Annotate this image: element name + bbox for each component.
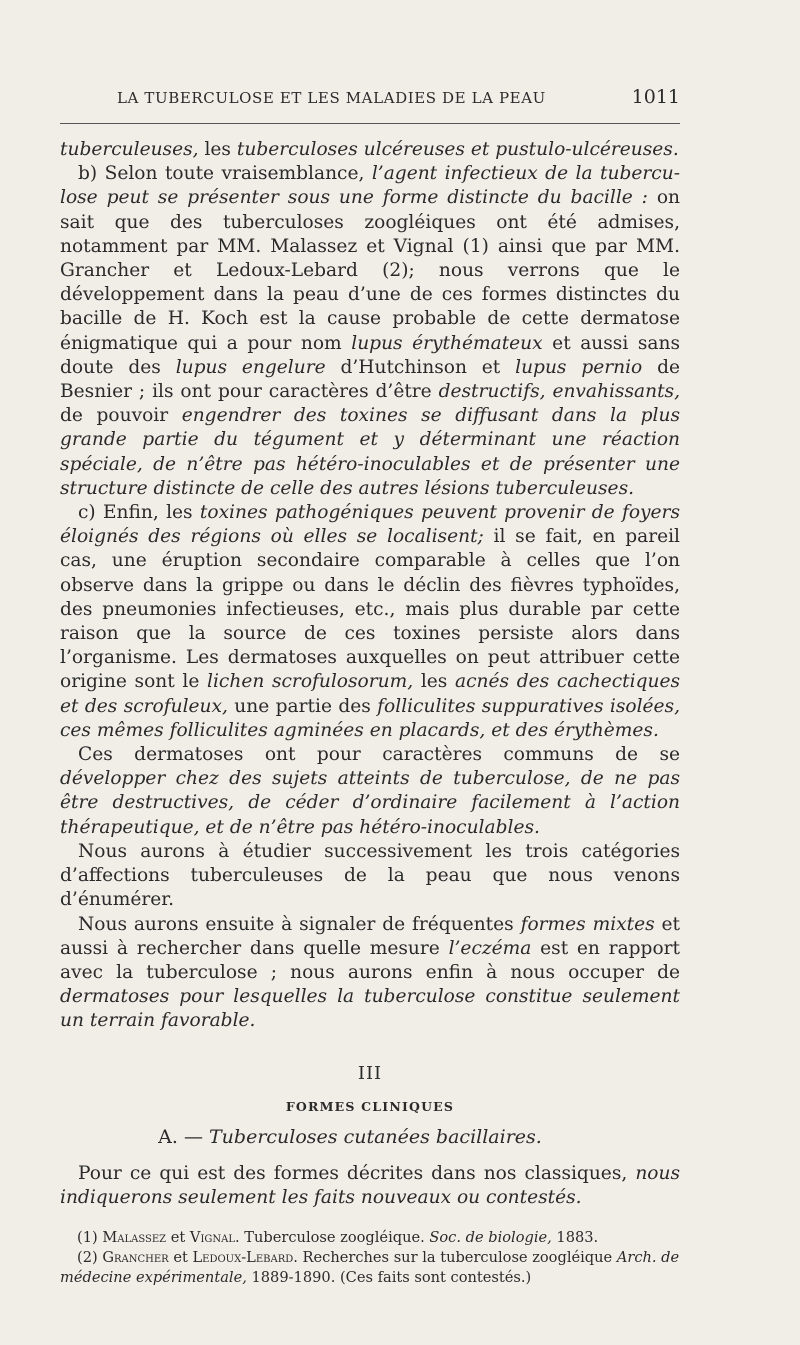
text: on sait que des tuberculoses zoogléiques ont été admises, notamment par MM. Malassez et Vignal (1) ainsi que par MM. Grancher et Ledoux-Lebard (2); nous verrons que le développement dans la peau d’une de ces formes distinctes du bacille de H. Koch est la cause probable de cette dermatose énigmatique qui a pour nom [60,187,680,354]
text-italic: dermatoses pour lesquelles la tuberculose constitue seulement un terrain favorable. [60,986,680,1032]
text: (1) [77,1228,103,1246]
text: . Tuberculose zoogléique. [235,1228,430,1246]
text-italic: Arch. de médecine expérimentale, [60,1248,680,1286]
text-italic: toxines pathogéniques peuvent provenir de foyers éloignés des régions où elles se localisent; [60,502,680,548]
header-rule [60,123,680,124]
text-italic: engendrer des toxines se diffusant dans la plus grande partie du tégument et y déterminant une réaction spéciale, de n’être pas hétéro-inoculables et de présenter une structure distincte de celle des autres lésions tuberculeuses. [60,405,680,499]
text: et aussi sans doute des [60,332,680,378]
text-italic: tuberculeuses, [60,139,199,160]
paragraph-3 [60,501,680,743]
text-italic: folliculites suppuratives isolées, ces mêmes folliculites agminées en placards, et des érythèmes. [60,695,680,741]
text-italic: lupus érythémateux [351,332,543,354]
author: Malassez [102,1228,167,1246]
text: les [413,671,456,693]
paragraph-2 [60,162,680,501]
author: Ledoux-Lebard [192,1248,294,1266]
section-number: III [357,1062,383,1084]
text: les [198,139,237,160]
footnotes [60,1228,680,1288]
text: 1889-1890. (Ces faits sont contestés.) [246,1268,532,1286]
subsection-heading [60,1126,680,1148]
text: d’Hutchinson et [325,356,516,378]
subsection-title: Tuberculoses cutanées bacillaires. [209,1125,542,1148]
text: il se fait, en pareil cas, une éruption secondaire comparable à celles que l’on observe dans la grippe ou dans le déclin des fièvres typhoïdes, des pneumonies infectieuses, etc., mais plus durable par cette raison que la source de ces toxines persiste alors dans l’organisme. Les dermatoses auxquelles on peut attribuer cette origine sont le [60,526,681,693]
text: et aussi à rechercher dans quelle mesure [60,913,680,959]
text-italic: destructifs, envahissants, [438,381,681,403]
paragraph-1 [60,138,680,162]
footnote-1 [60,1228,680,1248]
paragraph-7 [60,1162,680,1210]
text: et [166,1228,190,1246]
text-italic: développer chez des sujets atteints de tuberculose, de ne pas être destructives, de céder d’ordinaire facilement à l’action thérapeutique, et de n’être pas hétéro-inoculables. [60,768,680,838]
text: (2) [77,1248,103,1266]
running-title: LA TUBERCULOSE ET LES MALADIES DE LA PEAU [117,89,546,107]
text: 1883. [551,1228,599,1246]
text-italic: Soc. de biologie, [429,1228,552,1246]
page-number: 1011 [631,86,680,108]
text-italic: tuberculoses ulcéreuses et pustulo-ulcéreuses. [236,139,679,160]
text: de Besnier ; ils ont pour caractères d’être [60,356,680,403]
text: Nous aurons à étudier successivement les trois catégories d’affections tuberculeuses de la peau que nous venons d’énumérer. [60,840,680,911]
subsection-prefix: A. — [158,1125,209,1148]
author: Vignal [189,1228,235,1246]
section-title: FORMES CLINIQUES [285,1098,455,1114]
text-italic: lupus pernio [515,356,643,378]
paragraph-6 [60,913,680,1034]
text-italic: nous indiquerons seulement les faits nouveaux ou contestés. [60,1162,680,1208]
text-italic: acnés des cachectiques et des scrofuleux, [60,671,680,717]
text: est en rapport avec la tuberculose ; nous aurons enfin à nous occuper de [60,937,681,983]
text: Ces dermatoses ont pour caractères communs de se [78,744,680,766]
text-italic: lichen scrofulosorum, [207,671,414,693]
paragraph-5 [60,840,680,913]
page-body [60,138,680,1288]
footnote-2 [60,1248,680,1288]
text-italic: lupus engelure [175,356,326,378]
text: . Recherches sur la tuberculose zoogléique [293,1248,617,1266]
author: Grancher [102,1248,169,1266]
text: de pouvoir [60,405,182,427]
paragraph-4 [60,743,680,840]
text: une partie des [227,695,378,717]
text: Pour ce qui est des formes décrites dans nos classiques, [78,1162,636,1184]
text-italic: l’eczéma [448,937,532,959]
text: Nous aurons ensuite à signaler de fréquentes [78,913,521,935]
text-italic: l’agent infectieux de la tuberculose peut se présenter sous une forme distincte du bacille : [60,163,680,209]
text: b) Selon toute vraisemblance, [78,163,372,185]
text: c) Enfin, les [78,502,200,524]
text-italic: formes mixtes [520,913,655,935]
text: et [168,1248,193,1266]
running-head [60,86,680,108]
